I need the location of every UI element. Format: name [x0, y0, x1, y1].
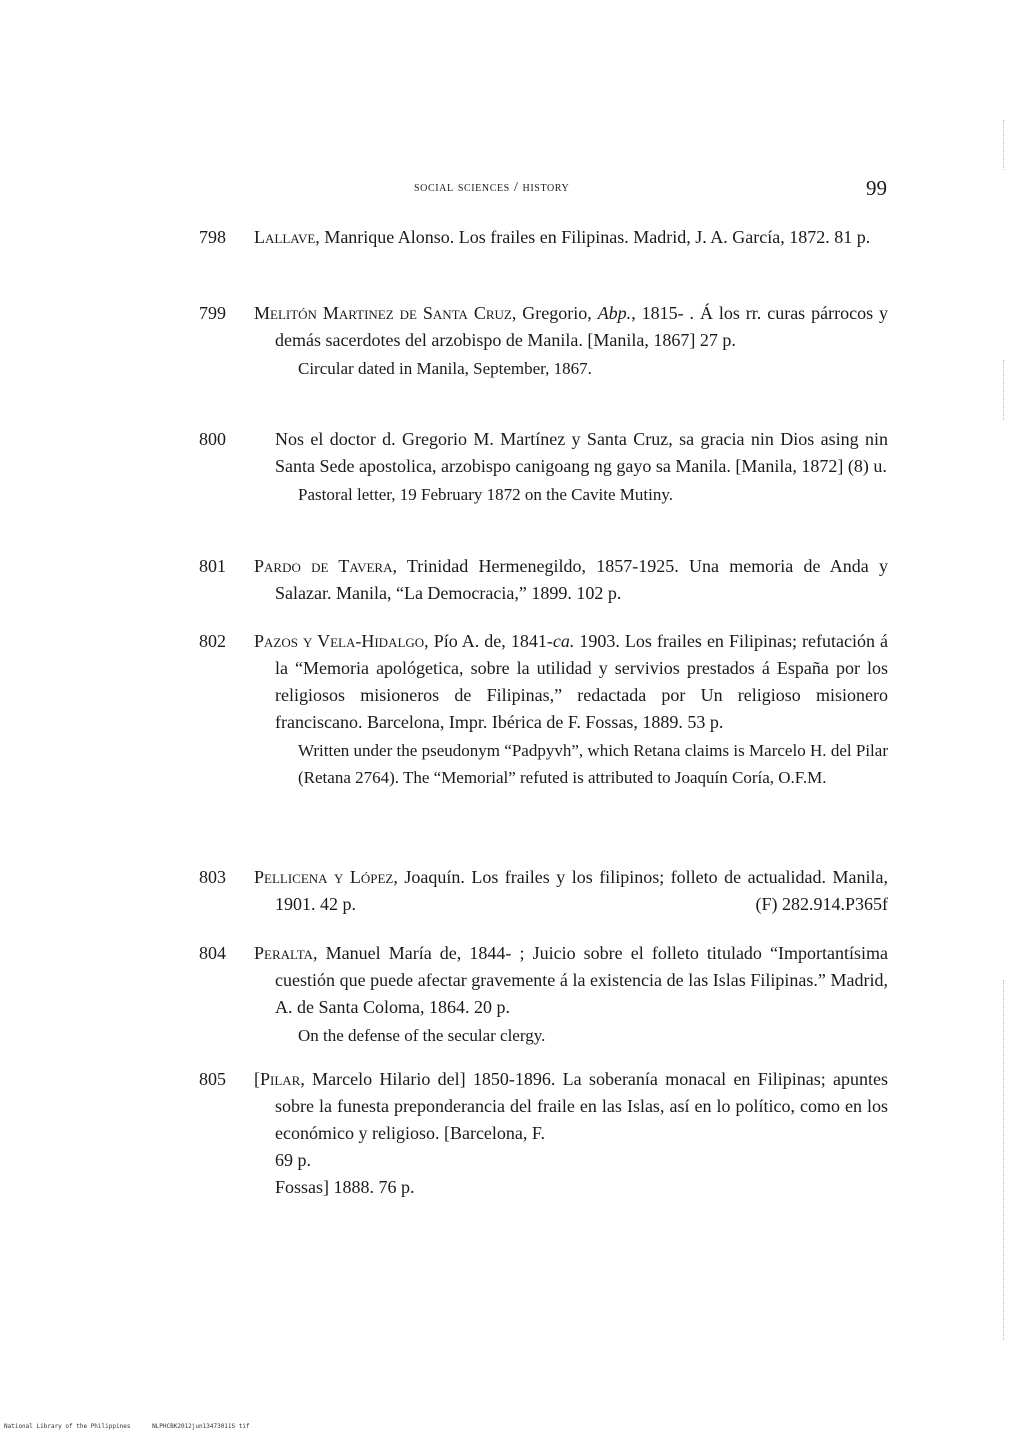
citation	[254, 1066, 888, 1201]
entry-number: 803	[199, 867, 226, 887]
entry-number: 802	[199, 631, 226, 651]
entry-number: 801	[199, 556, 226, 576]
running-head	[0, 176, 1011, 206]
entry-number: 799	[199, 303, 226, 323]
citation-text: Joaquín. Los frailes y los filipinos; folleto de actualidad. Manila, 1901. 42 p.	[275, 867, 889, 914]
entry-body	[254, 864, 888, 918]
entry-body	[254, 224, 888, 251]
citation	[254, 553, 888, 607]
citation-text: 1903. Los frailes en Filipinas; refutación á la “Memoria apológetica, sobre la utilidad y servivios prestados á España por los religiosos misioneros de Filipinas,” redactada por Un religioso misionero franciscano. Barcelona, Impr. Ibérica de F. Fossas, 1889. 53 p.	[275, 631, 888, 732]
citation-line: 69 p.	[275, 1150, 311, 1170]
entry-note: Written under the pseudonym “Padpyvh”, which Retana claims is Marcelo H. del Pilar (Retana 2764). The “Memorial” refuted is attributed to Joaquín Coría, O.F.M.	[298, 741, 888, 787]
scan-edge-mark	[1003, 980, 1005, 1340]
citation-text: Marcelo Hilario del] 1850-1896. La soberanía monacal en Filipinas; apuntes sobre la funesta preponderancia del fraile en las Islas, así en lo político, como en los económico y religioso. [Barcelona, F.	[275, 1069, 888, 1143]
entry-number: 804	[199, 943, 226, 963]
author-name: Melitón Martinez de Santa Cruz,	[254, 303, 517, 323]
page-number: 99	[866, 176, 887, 200]
entry-number: 798	[199, 227, 226, 247]
citation-italic: ca.	[552, 631, 575, 651]
scan-edge-mark	[1003, 360, 1005, 420]
footer-file-id: NLPHCBK2012jun13473011S tif	[152, 1423, 250, 1430]
citation-text: , 1815- . Á los rr. curas párrocos y demás sacerdotes del arzobispo de Manila. [Manila, 1867] 27 p.	[275, 303, 888, 350]
bracket: [	[254, 1069, 260, 1089]
entry-body	[254, 300, 888, 382]
author-name: Pardo de Tavera,	[254, 556, 397, 576]
citation-text: Gregorio,	[516, 303, 598, 323]
call-number: (F) 282.914.P365f	[755, 894, 888, 914]
citation-text: Trinidad Hermenegildo, 1857-1925. Una memoria de Anda y Salazar. Manila, “La Democracia,” 1899. 102 p.	[275, 556, 888, 603]
citation-line: Fossas] 1888. 76 p.	[275, 1177, 415, 1197]
citation	[254, 940, 888, 1021]
footer-library: National Library of the Philippines	[4, 1423, 131, 1430]
entry-body	[275, 426, 888, 508]
citation-text: Manrique Alonso. Los frailes en Filipinas. Madrid, J. A. García, 1872. 81 p.	[319, 227, 871, 247]
entry-body	[254, 628, 888, 791]
scan-footer	[4, 1423, 268, 1430]
entry-body	[254, 1066, 888, 1201]
citation	[254, 300, 888, 354]
citation	[254, 224, 888, 251]
entry-number: 800	[199, 429, 226, 449]
citation	[254, 864, 888, 918]
citation	[254, 628, 888, 736]
entry-note: Circular dated in Manila, September, 1867.	[298, 359, 592, 378]
author-name: Peralta,	[254, 943, 318, 963]
scan-edge-mark	[1003, 120, 1005, 170]
citation: Nos el doctor d. Gregorio M. Martínez y Santa Cruz, sa gracia nin Dios asing nin Santa Sede apostolica, arzobispo canigoang ng gayo sa Manila. [Manila, 1872] (8) u.	[275, 429, 888, 476]
entry-number: 805	[199, 1069, 226, 1089]
citation-italic: Abp.	[597, 303, 632, 323]
section-title: social sciences / history	[414, 180, 570, 195]
entry-note: On the defense of the secular clergy.	[298, 1026, 546, 1045]
entry-body	[254, 940, 888, 1049]
citation-text: Pío A. de, 1841-	[428, 631, 553, 651]
author-name: Lallave,	[254, 227, 320, 247]
author-name: Pazos y Vela-Hidalgo,	[254, 631, 429, 651]
citation-text: Manuel María de, 1844- ; Juicio sobre el folleto titulado “Importantísima cuestión que puede afectar gravemente á la existencia de las Islas Filipinas.” Madrid, A. de Santa Coloma, 1864. 20 p.	[275, 943, 888, 1017]
entry-note: Pastoral letter, 19 February 1872 on the Cavite Mutiny.	[298, 485, 673, 504]
author-name: Pilar,	[260, 1069, 305, 1089]
author-name: Pellicena y López,	[254, 867, 398, 887]
entry-body	[254, 553, 888, 607]
